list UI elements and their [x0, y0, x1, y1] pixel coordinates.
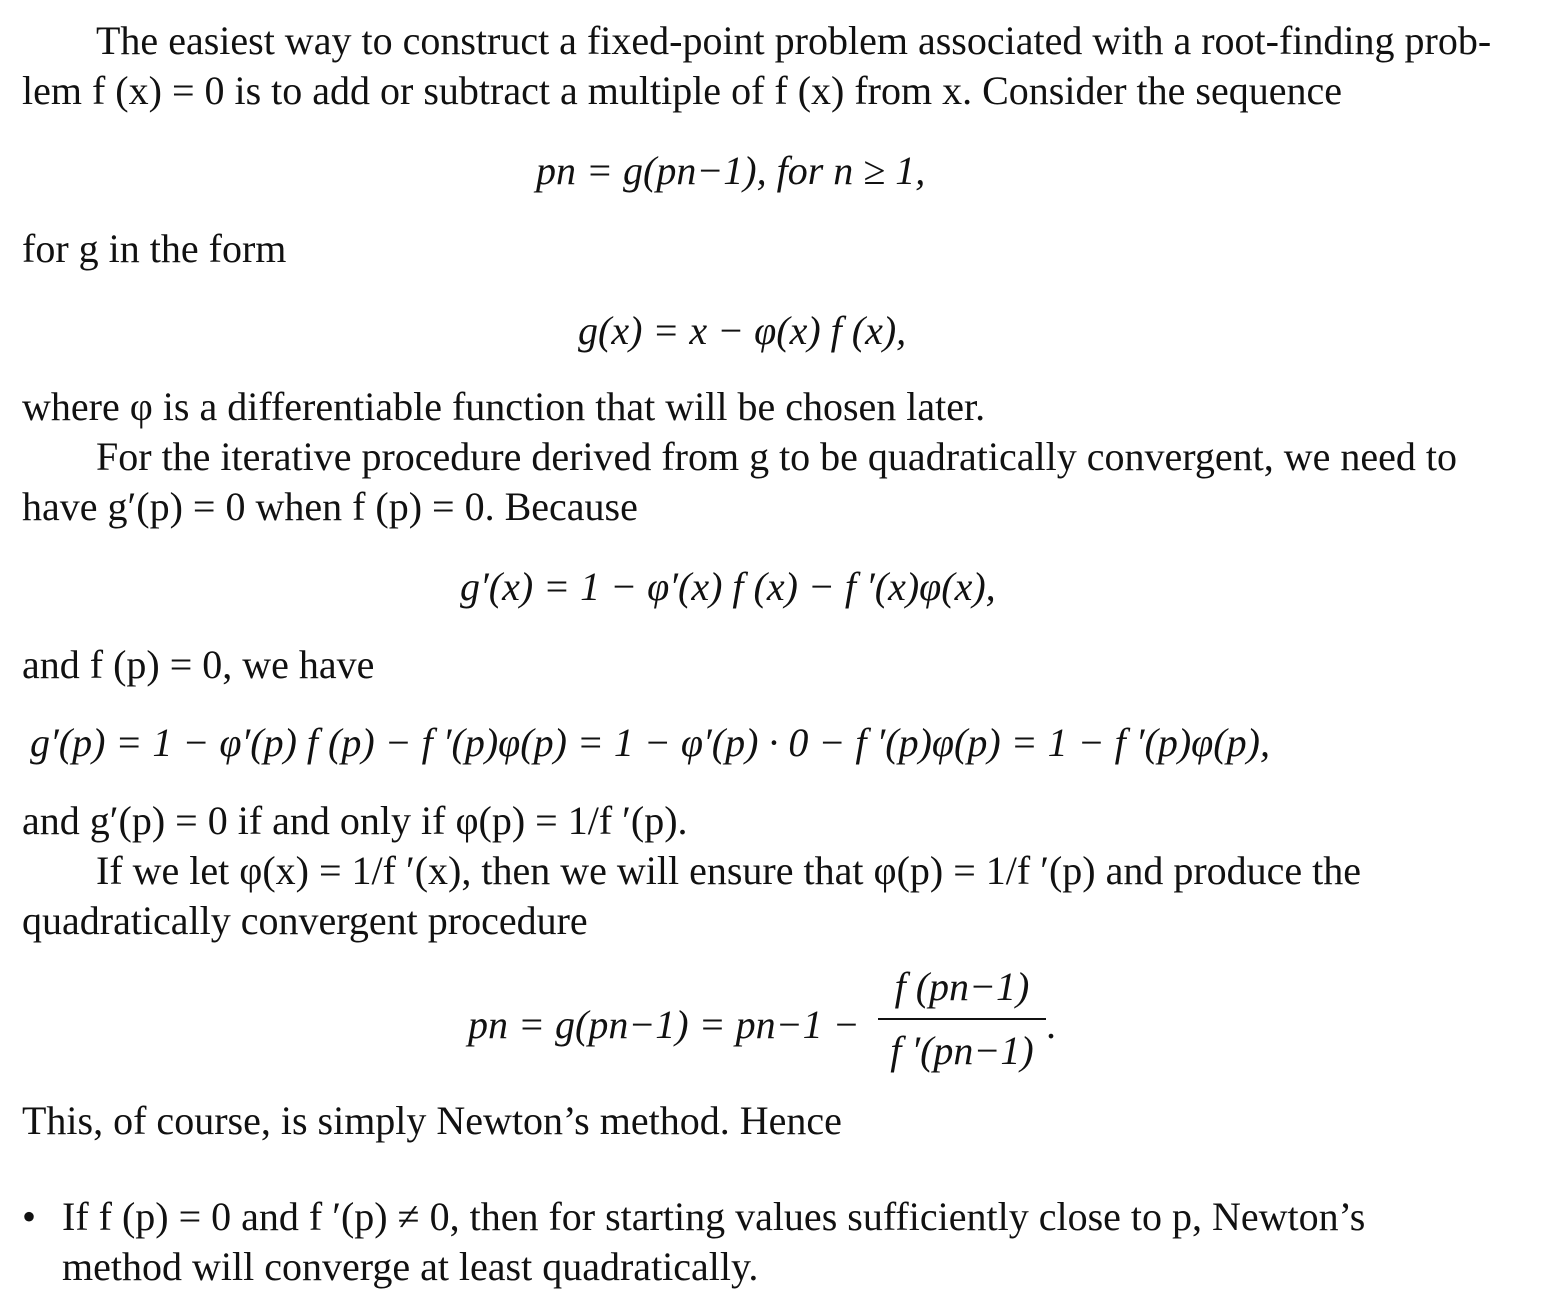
bullet-line-2: method will converge at least quadratically. — [62, 1244, 759, 1289]
paragraph-newton-line-2: quadratically convergent procedure — [22, 898, 588, 943]
equation-newton-lhs: pn = g(pn−1) = pn−1 − — [468, 1002, 860, 1047]
paragraph-newton-method: This, of course, is simply Newton’s method. Hence — [22, 1098, 842, 1143]
paragraph-if-and-only-if: and g′(p) = 0 if and only if φ(p) = 1/f ′(p). — [22, 798, 688, 843]
paragraph-g-form: for g in the form — [22, 226, 287, 271]
fraction-denominator: f ′(pn−1) — [890, 1028, 1034, 1073]
bullet-convergence — [62, 1192, 1512, 1292]
equation-sequence: pn = g(pn−1), for n ≥ 1, — [536, 148, 926, 193]
paragraph-phi-definition: where φ is a differentiable function that will be chosen later. — [22, 384, 986, 429]
equation-g-derivative: g′(x) = 1 − φ′(x) f (x) − f ′(x)φ(x), — [460, 564, 996, 609]
equation-g-definition: g(x) = x − φ(x) f (x), — [578, 308, 907, 353]
equation-newton-period: . — [1046, 1002, 1056, 1047]
bullet-marker: • — [22, 1194, 37, 1239]
paragraph-f-of-p: and f (p) = 0, we have — [22, 642, 375, 687]
paragraph-quadratic-requirement — [22, 432, 1512, 532]
equation-g-derivative-at-p: g′(p) = 1 − φ′(p) f (p) − f ′(p)φ(p) = 1 − φ′(p) · 0 − f ′(p)φ(p) = 1 − f ′(p)φ(p), — [30, 720, 1270, 765]
bullet-line-1: If f (p) = 0 and f ′(p) ≠ 0, then for starting values sufficiently close to p, Newton’s — [62, 1194, 1366, 1239]
paragraph-newton-line-1: If we let φ(x) = 1/f ′(x), then we will ensure that φ(p) = 1/f ′(p) and produce the — [96, 848, 1362, 893]
paragraph-quadratic-line-1: For the iterative procedure derived from g to be quadratically convergent, we need to — [96, 434, 1457, 479]
paragraph-newton-choice — [22, 846, 1512, 946]
equation-newton-fraction — [878, 960, 1046, 1078]
paragraph-quadratic-line-2: have g′(p) = 0 when f (p) = 0. Because — [22, 484, 638, 529]
fraction-bar — [878, 1018, 1046, 1020]
fraction-numerator: f (pn−1) — [894, 964, 1030, 1009]
paragraph-intro-line-1: The easiest way to construct a fixed-point problem associated with a root-finding prob- — [96, 18, 1492, 63]
paragraph-intro — [22, 16, 1512, 116]
paragraph-intro-line-2: lem f (x) = 0 is to add or subtract a multiple of f (x) from x. Consider the sequence — [22, 68, 1342, 113]
